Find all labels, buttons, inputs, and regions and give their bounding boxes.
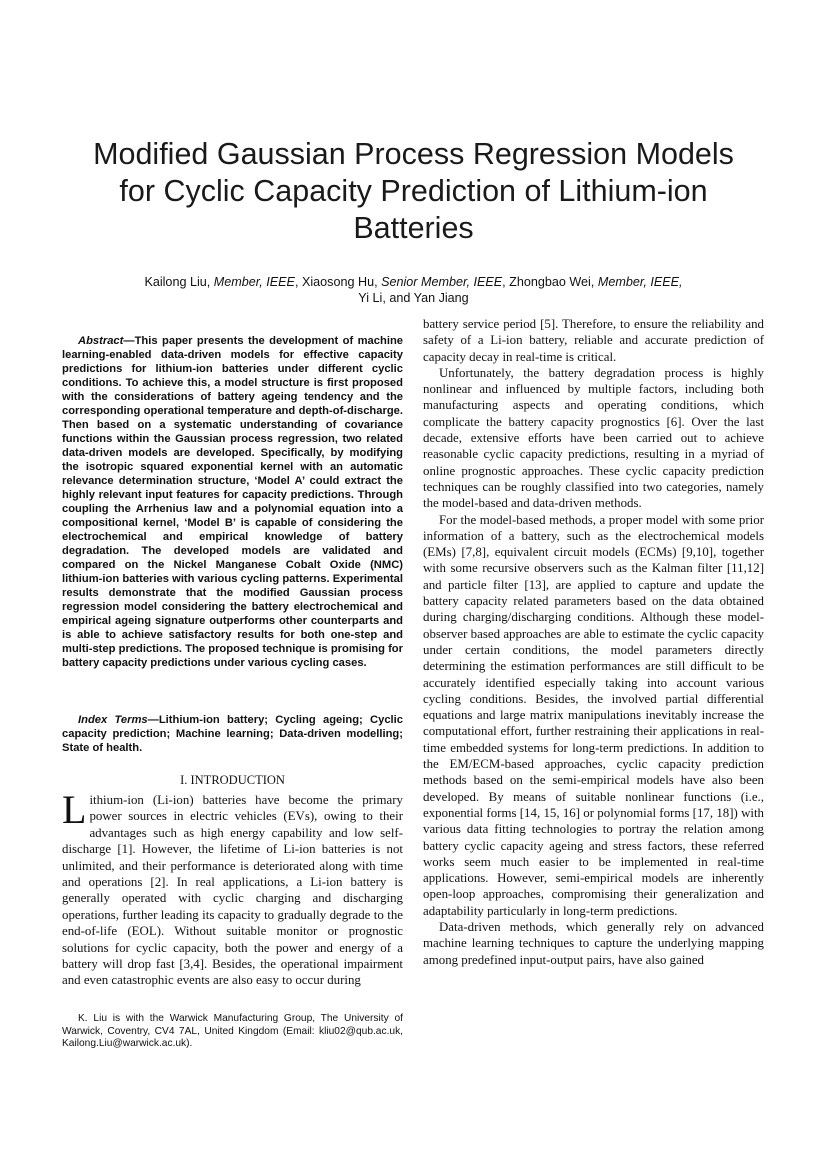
body-paragraph: For the model-based methods, a proper model with some prior information of a battery, such as the electrochemical models (EMs) [7,8], equivalent circuit models (ECMs) [9,10], together with some recursive observers such as the Kalman filter [11,12] and particle filter [13], are applied to capture and update the battery capacity related parameters based on the data obtained during charging/discharging conditions. Although these model-observer based approaches are able to estimate the cyclic capacity under certain conditions, the model parameters directly determining the estimation performances are still difficult to be accurately identified especially taking into account various cycling conditions. Besides, the involved partial differential equations and large matrix manipulations inevitably increase the computational effort, further restraining their applications in real-time embedded systems for long-term predictions. In addition to the EM/ECM-based approaches, cyclic capacity prediction methods based on the semi-empirical models have also been developed. By means of suitable nonlinear functions (i.e., exponential forms [14, 15, 16] or polynomial forms [17, 18]) with various data fitting technologies to portray the relation among battery cyclic capacity ageing and stress factors, these referred works seem much easier to be implemented in real-time applications. However, semi-empirical models are inherently open-loop approaches, compromising their generalization and adaptability particularly in long-term predictions.	[423, 512, 764, 918]
body-paragraph: battery service period [5]. Therefore, to ensure the reliability and safety of a Li-ion battery, reliable and accurate prediction of capacity decay in real-time is critical.	[423, 317, 764, 364]
section-title-rest: NTRODUCTION	[194, 773, 285, 787]
author-list	[90, 274, 737, 306]
intro-paragraph	[62, 787, 403, 989]
section-heading-introduction	[62, 773, 403, 788]
section-number: I.	[180, 773, 191, 787]
author-line-2: Yi Li, and Yan Jiang	[358, 291, 469, 305]
drop-cap: L	[62, 787, 87, 832]
abstract	[62, 334, 403, 670]
author-1: Kailong Liu,	[144, 275, 214, 289]
abstract-text: —This paper presents the development of machine learning-enabled data-driven models for effective capacity predictions for lithium-ion batteries under different cyclic conditions. To achieve this, a model structure is first proposed with the considerations of battery ageing tendency and the corresponding operational temperature and depth-of-discharge. Then based on a systematic understanding of covariance functions within the Gaussian process regression, two related data-driven models are developed. Specifically, by modifying the isotropic squared exponential kernel with an automatic relevance determination structure, ‘Model A’ could extract the highly relevant input features for capacity predictions. Through coupling the Arrhenius law and a polynomial equation into a compositional kernel, ‘Model B’ is capable of considering the electrochemical and empirical knowledge of battery degradation. The developed models are validated and compared on the Nickel Manganese Cobalt Oxide (NMC) lithium-ion batteries with various cycling patterns. Experimental results demonstrate that the modified Gaussian process regression model considering the battery electrochemical and empirical ageing signature outperforms other counterparts and is able to achieve satisfactory results for both one-step and multi-step predictions. The proposed technique is promising for battery capacity predictions under various cycling cases.	[62, 335, 403, 669]
author-2: , Xiaosong Hu,	[294, 275, 382, 289]
index-terms-text: —Lithium-ion battery; Cycling ageing; Cyclic capacity prediction; Machine learning; Data-driven modelling; State of health.	[62, 714, 403, 754]
intro-text: ithium-ion (Li-ion) batteries have become the primary power sources in electric vehicles (EVs), owing to their advantages such as high energy capability and low self-discharge [1]. However, the lifetime of Li-ion batteries is not unlimited, and their performance is deteriorated along with time and operations [2]. In real applications, a Li-ion battery is generally operated with cyclic charging and discharging operations, further leading its capacity to gradually degrade to the end-of-life (EOL). Without suitable monitor or prognostic solutions for cyclic capacity, both the power and energy of a battery will drop fast [3,4]. Besides, the operational impairment and even catastrophic events are also easy to occur during	[62, 793, 403, 988]
author-3-role: Member, IEEE,	[597, 275, 683, 289]
affiliation-footnote: K. Liu is with the Warwick Manufacturing Group, The University of Warwick, Coventry, CV4 7AL, United Kingdom (Email: kliu02@qub.ac.uk, Kailong.Liu@warwick.ac.uk).	[62, 1013, 403, 1050]
author-1-role: Member, IEEE	[213, 275, 295, 289]
index-terms-label: Index Terms	[78, 714, 148, 726]
section-first-letter: I	[190, 773, 195, 787]
abstract-label: Abstract	[78, 335, 124, 347]
index-terms	[62, 713, 403, 755]
author-2-role: Senior Member, IEEE	[381, 275, 503, 289]
author-3: , Zhongbao Wei,	[502, 275, 598, 289]
paper-title: Modified Gaussian Process Regression Models for Cyclic Capacity Prediction of Lithium-ion Batteries	[93, 137, 734, 245]
body-paragraph: Data-driven methods, which generally rely on advanced machine learning techniques to capture the underlying mapping among predefined input-output pairs, have also gained	[423, 919, 764, 967]
body-paragraph: Unfortunately, the battery degradation process is highly nonlinear and influenced by multiple factors, including both manufacturing aspects and operating conditions, which complicate the battery capacity prognostics [6]. Over the last decade, extensive efforts have been carried out to achieve reasonable cyclic capacity predictions, resulting in a myriad of online prognostic approaches. These cyclic capacity prediction techniques can be roughly classified into two categories, namely the model-based and data-driven methods.	[423, 365, 764, 511]
right-column	[423, 316, 764, 968]
